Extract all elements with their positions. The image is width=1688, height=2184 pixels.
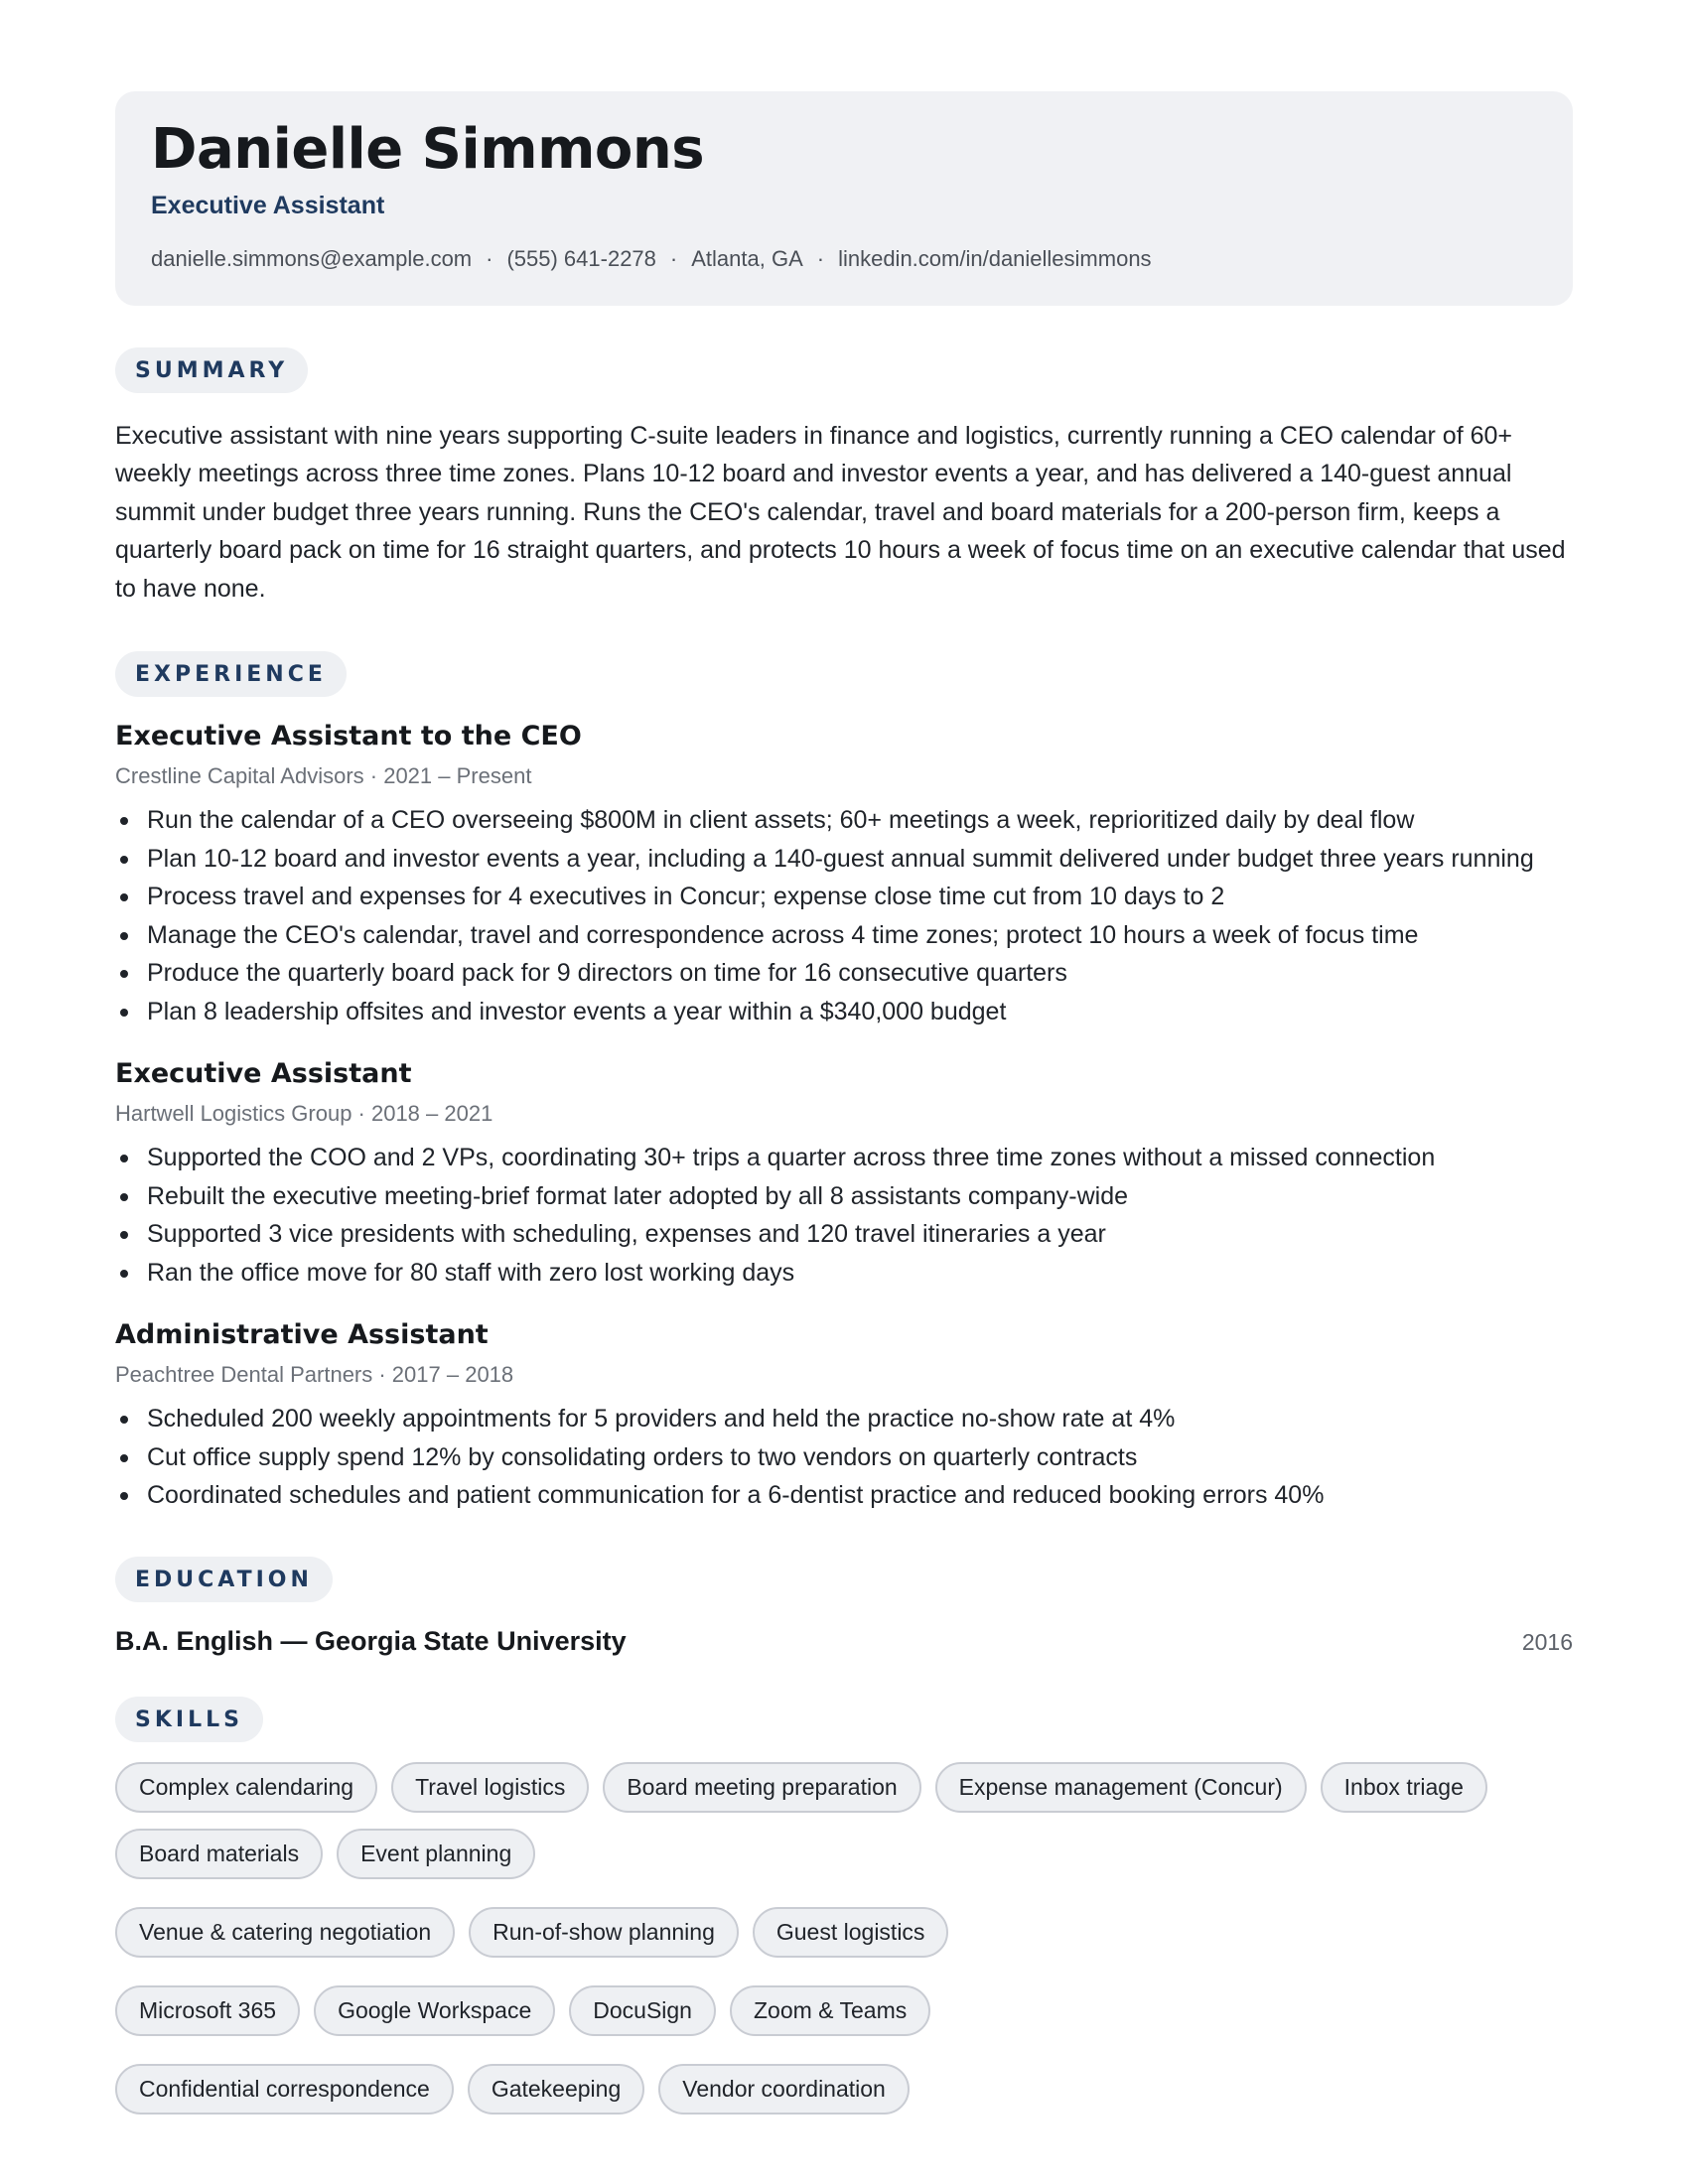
contact-linkedin: linkedin.com/in/daniellesimmons: [838, 245, 1152, 271]
skill-chip: Gatekeeping: [468, 2064, 644, 2115]
job-company-dates: Hartwell Logistics Group · 2018 – 2021: [115, 1101, 493, 1127]
section-heading-education: EDUCATION: [115, 1557, 333, 1602]
skills-section: [115, 1697, 1573, 2115]
job-bullet: Run the calendar of a CEO overseeing $800M in client assets; 60+ meetings a week, reprioritized daily by deal flow: [115, 801, 1573, 840]
contact-separator: ·: [486, 245, 493, 271]
job-bullet: Ran the office move for 80 staff with zero lost working days: [115, 1254, 1573, 1293]
skill-chip: Board materials: [115, 1829, 323, 1879]
job-bullet: Scheduled 200 weekly appointments for 5 providers and held the practice no-show rate at 4%: [115, 1400, 1573, 1438]
job-company-dates: Peachtree Dental Partners · 2017 – 2018: [115, 1362, 514, 1388]
job-entry: [115, 1319, 1573, 1515]
job-title: Executive Assistant to the CEO: [115, 721, 582, 752]
skill-chip: Microsoft 365: [115, 1985, 300, 2036]
job-bullets: [115, 801, 1573, 1030]
resume-header: [115, 91, 1573, 306]
skill-group: [115, 1985, 1573, 2036]
contact-location: Atlanta, GA: [691, 245, 803, 271]
job-bullets: [115, 1400, 1573, 1515]
skill-group: [115, 1907, 1573, 1958]
contact-separator: ·: [669, 245, 678, 271]
job-company-dates: Crestline Capital Advisors · 2021 – Present: [115, 763, 532, 789]
section-heading-summary: SUMMARY: [115, 347, 308, 393]
job-bullet: Plan 8 leadership offsites and investor events a year within a $340,000 budget: [115, 993, 1573, 1031]
job-bullet: Rebuilt the executive meeting-brief format later adopted by all 8 assistants company-wide: [115, 1177, 1573, 1216]
education-section: [115, 1557, 1573, 1657]
skill-chip: Google Workspace: [314, 1985, 555, 2036]
candidate-title: Executive Assistant: [151, 191, 385, 219]
job-bullet: Produce the quarterly board pack for 9 directors on time for 16 consecutive quarters: [115, 954, 1573, 993]
job-bullet: Supported the COO and 2 VPs, coordinating 30+ trips a quarter across three time zones without a missed connection: [115, 1139, 1573, 1177]
skill-chip: Complex calendaring: [115, 1762, 377, 1813]
skill-chip: Venue & catering negotiation: [115, 1907, 455, 1958]
skill-chip: DocuSign: [569, 1985, 716, 2036]
education-entry: [115, 1626, 1573, 1657]
education-degree: B.A. English — Georgia State University: [115, 1625, 627, 1656]
skill-chip: Expense management (Concur): [935, 1762, 1307, 1813]
job-title: Executive Assistant: [115, 1058, 412, 1090]
summary-text: Executive assistant with nine years supporting C-suite leaders in finance and logistics, currently running a CEO calendar of 60+ weekly meetings across three time zones. Plans 10-12 board and investor events a year, and has delivered a 140-guest annual summit under budget three years running. Runs the CEO's calendar, travel and board materials for a 200-person firm, keeps a quarterly board pack on time for 16 straight quarters, and protects 10 hours a week of focus time on an executive calendar that used to have none.: [115, 421, 1566, 603]
experience-section: [115, 651, 1573, 1515]
job-bullet: Manage the CEO's calendar, travel and correspondence across 4 time zones; protect 10 hours a week of focus time: [115, 916, 1573, 955]
skill-chip: Inbox triage: [1321, 1762, 1487, 1813]
contact-email: danielle.simmons@example.com: [151, 245, 473, 271]
section-heading-experience: EXPERIENCE: [115, 651, 347, 697]
job-bullets: [115, 1139, 1573, 1292]
job-bullet: Process travel and expenses for 4 executives in Concur; expense close time cut from 10 days to 2: [115, 878, 1573, 916]
skill-chip: Board meeting preparation: [603, 1762, 920, 1813]
education-year: 2016: [1521, 1628, 1573, 1655]
job-title: Administrative Assistant: [115, 1319, 489, 1351]
skill-group: [115, 2064, 1573, 2115]
skill-chip: Run-of-show planning: [469, 1907, 739, 1958]
skill-chip: Guest logistics: [753, 1907, 949, 1958]
job-entry: [115, 721, 1573, 1030]
skill-chip: Travel logistics: [391, 1762, 589, 1813]
job-entry: [115, 1058, 1573, 1292]
job-bullet: Cut office supply spend 12% by consolidating orders to two vendors on quarterly contracts: [115, 1438, 1573, 1477]
skill-chip: Zoom & Teams: [730, 1985, 930, 2036]
contact-separator: ·: [816, 245, 825, 271]
candidate-name: Danielle Simmons: [151, 117, 705, 182]
job-bullet: Coordinated schedules and patient communication for a 6-dentist practice and reduced booking errors 40%: [115, 1476, 1573, 1515]
skill-chip: Event planning: [337, 1829, 535, 1879]
job-bullet: Plan 10-12 board and investor events a year, including a 140-guest annual summit delivered under budget three years running: [115, 840, 1573, 879]
skill-chip: Vendor coordination: [658, 2064, 910, 2115]
skill-group: [115, 1762, 1573, 1879]
job-bullet: Supported 3 vice presidents with scheduling, expenses and 120 travel itineraries a year: [115, 1215, 1573, 1254]
contact-line: [151, 246, 1537, 272]
skill-chip: Confidential correspondence: [115, 2064, 454, 2115]
section-heading-skills: SKILLS: [115, 1697, 263, 1742]
contact-phone: (555) 641-2278: [506, 245, 656, 271]
summary-section: [115, 347, 1573, 609]
